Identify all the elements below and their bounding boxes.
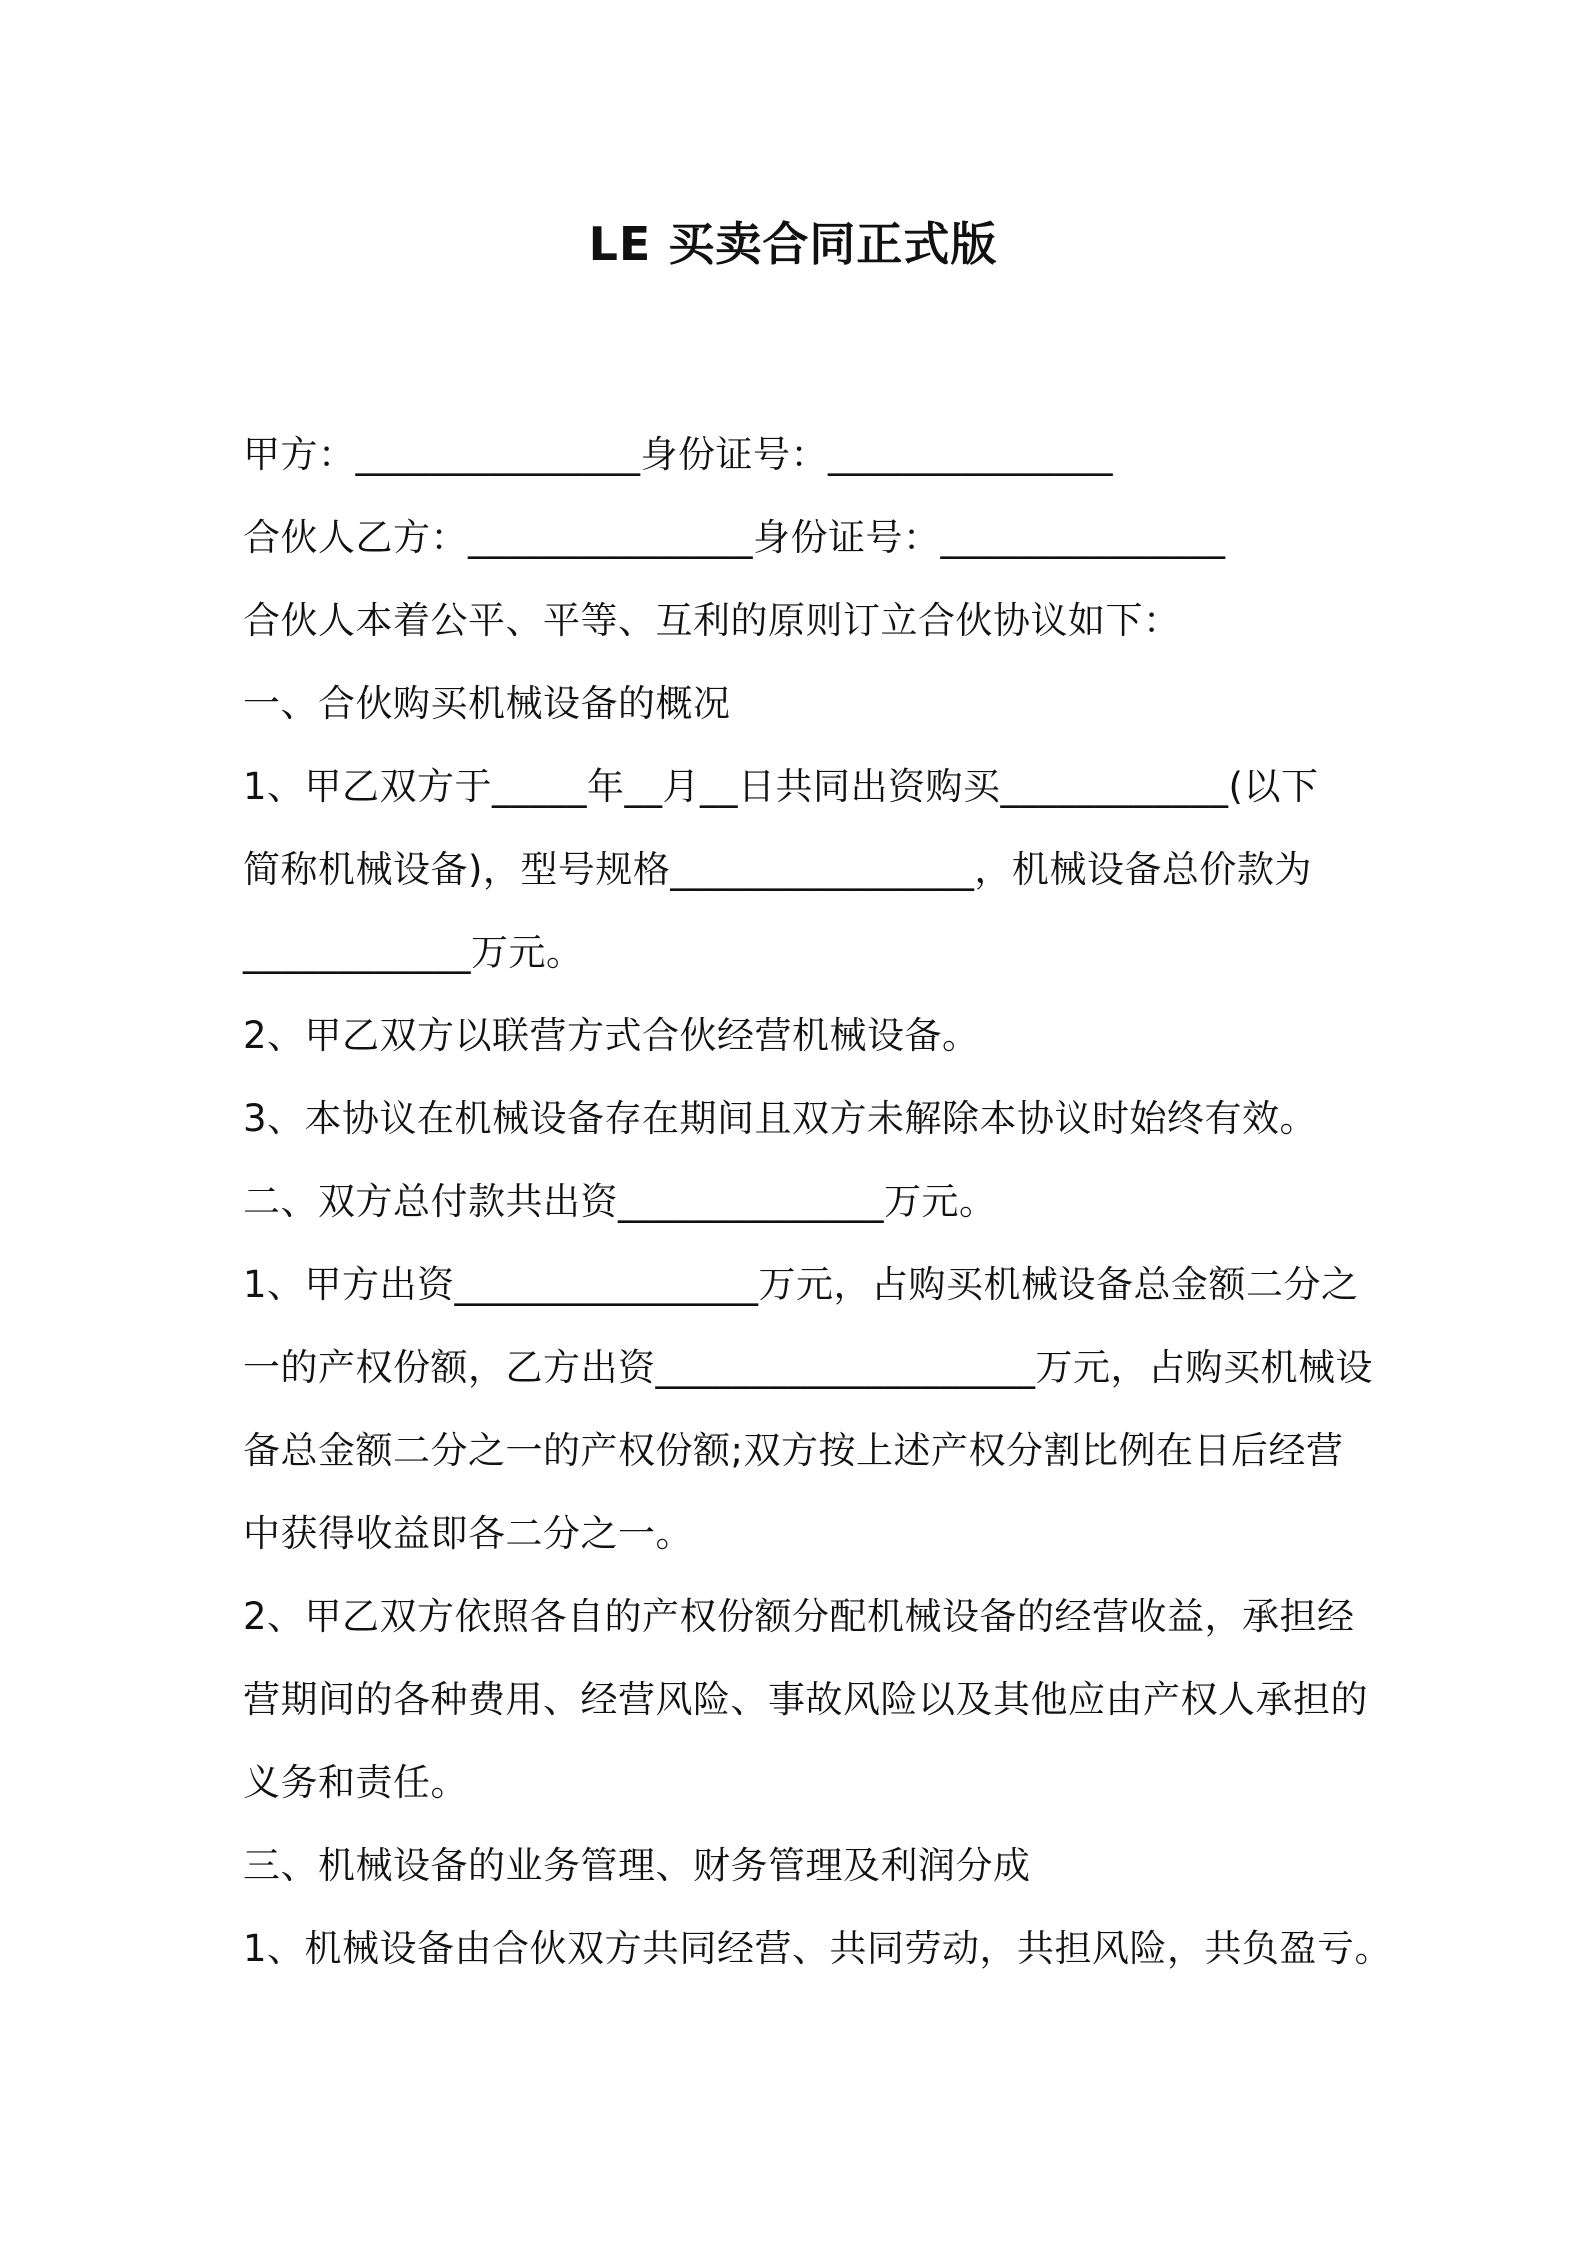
section-3-heading: 三、机械设备的业务管理、财务管理及利润分成 <box>243 1844 1031 1887</box>
section-1-heading: 一、合伙购买机械设备的概况 <box>243 682 731 725</box>
clause-2-1-line-4: 中获得收益即各二分之一。 <box>243 1512 693 1555</box>
clause-1-1-line-2: 简称机械设备)，型号规格________________，机械设备总价款为 <box>243 848 1312 891</box>
document-title: LE 买卖合同正式版 <box>588 217 998 271</box>
clause-3-1: 1、机械设备由合伙双方共同经营、共同劳动，共担风险，共负盈亏。 <box>243 1927 1393 1970</box>
clause-2-1-line-1: 1、甲方出资________________万元，占购买机械设备总金额二分之 <box>243 1263 1359 1306</box>
clause-1-2: 2、甲乙双方以联营方式合伙经营机械设备。 <box>243 1014 980 1057</box>
clause-2-2-line-2: 营期间的各种费用、经营风险、事故风险以及其他应由产权人承担的 <box>243 1678 1368 1721</box>
document-body <box>243 413 1393 1990</box>
clause-2-2-line-1: 2、甲乙双方依照各自的产权份额分配机械设备的经营收益，承担经 <box>243 1595 1355 1638</box>
clause-1-3: 3、本协议在机械设备存在期间且双方未解除本协议时始终有效。 <box>243 1097 1318 1140</box>
clause-2-2-line-3: 义务和责任。 <box>243 1761 468 1804</box>
clause-1-1-line-3: ____________万元。 <box>243 931 584 974</box>
clause-2-1-line-3: 备总金额二分之一的产权份额;双方按上述产权分割比例在日后经营 <box>243 1429 1344 1472</box>
agreement-intro: 合伙人本着公平、平等、互利的原则订立合伙协议如下： <box>243 599 1181 642</box>
clause-1-1-line-1: 1、甲乙双方于_____年__月__日共同出资购买____________(以下 <box>243 765 1319 808</box>
party-b-line: 合伙人乙方：_______________身份证号：_______________ <box>243 516 1226 559</box>
section-2-heading: 二、双方总付款共出资______________万元。 <box>243 1180 997 1223</box>
party-a-line: 甲方：_______________身份证号：_______________ <box>243 433 1113 476</box>
clause-2-1-line-2: 一的产权份额，乙方出资____________________万元，占购买机械设 <box>243 1346 1373 1389</box>
